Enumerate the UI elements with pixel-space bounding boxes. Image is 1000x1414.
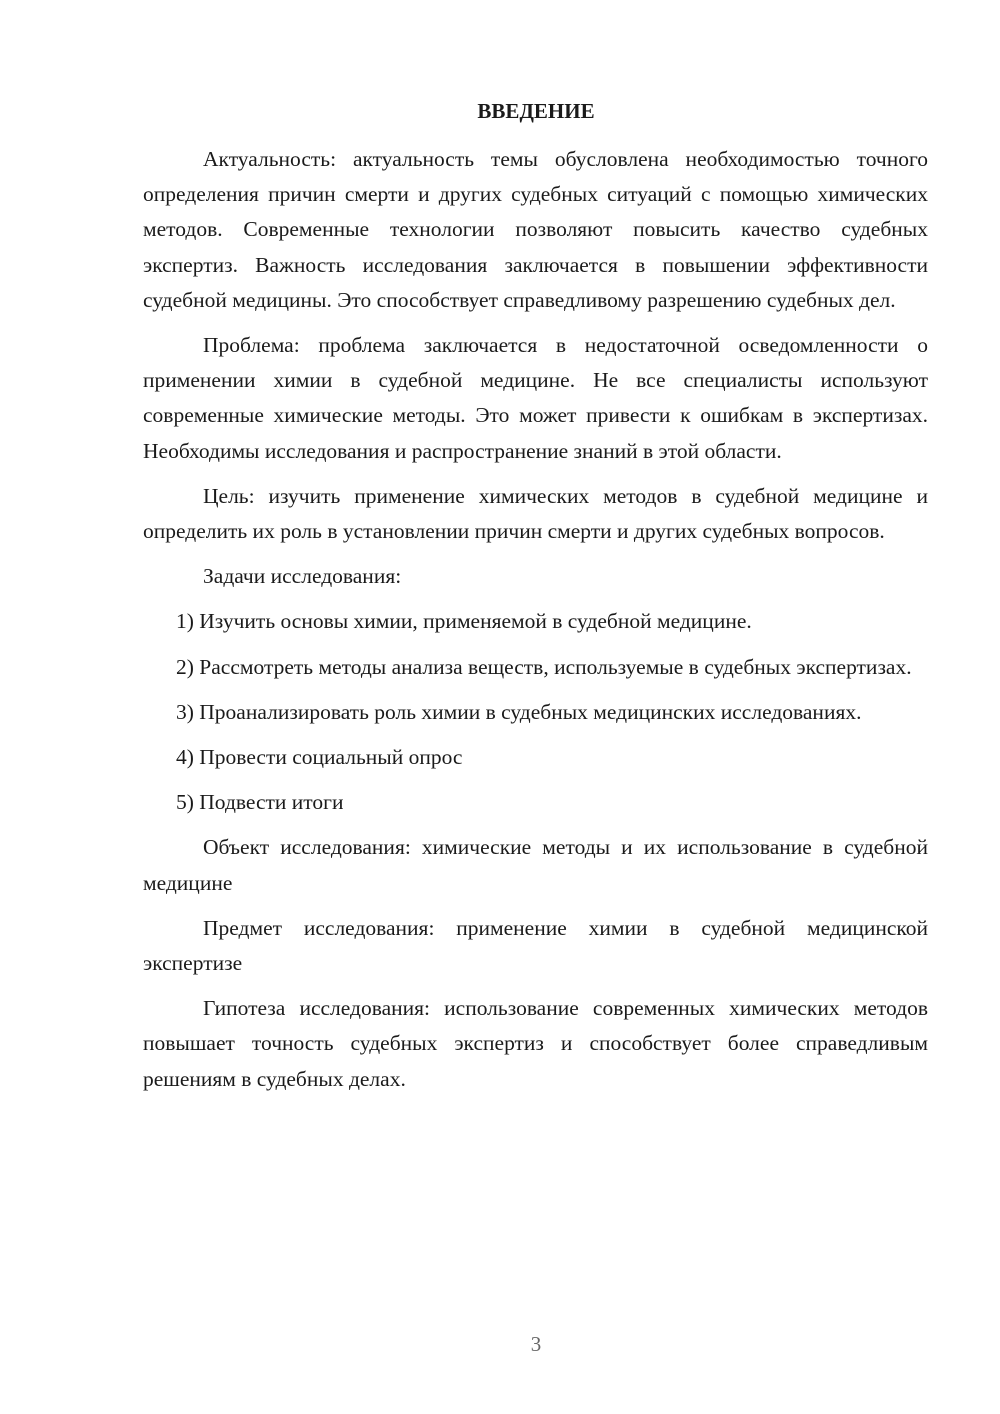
paragraph-tasks-heading: Задачи исследования: [203, 564, 402, 589]
page-title: ВВЕДЕНИЕ [477, 99, 595, 123]
task-item-4: 4) Провести социальный опрос [176, 745, 463, 770]
task-item-5: 5) Подвести итоги [176, 790, 344, 815]
page-number: 3 [530, 1332, 542, 1356]
paragraph-relevance: Актуальность: актуальность темы обусловлена необходимостью точного определения причин смерти и других судебных ситуаций с помощью химических методов. Современные технологии позволяют повысить качество судебных экспертиз. Важность исследования заключается в повышении эффективности судебной медицины. Это способствует справедливому разрешению судебных дел. [143, 147, 928, 312]
task-item-3: 3) Проанализировать роль химии в судебных медицинских исследованиях. [176, 699, 862, 724]
paragraph-hypothesis: Гипотеза исследования: использование современных химических методов повышает точность судебных экспертиз и способствует более справедливым решениям в судебных делах. [143, 996, 928, 1091]
paragraph-object: Объект исследования: химические методы и их использование в судебной медицине [143, 835, 928, 895]
task-item-2: 2) Рассмотреть методы анализа веществ, используемые в судебных экспертизах. [176, 654, 912, 679]
task-item-1: 1) Изучить основы химии, применяемой в судебной медицине. [176, 609, 752, 634]
body-text [143, 142, 928, 1107]
paragraph-subject: Предмет исследования: применение химии в судебной медицинской экспертизе [143, 915, 928, 976]
paragraph-problem: Проблема: проблема заключается в недостаточной осведомленности о применении химии в судебной медицине. Не все специалисты используют современные химические методы. Это может привести к ошибкам в экспертизах. Необходимы исследования и распространение знаний в этой области. [143, 333, 928, 463]
paragraph-goal: Цель: изучить применение химических методов в судебной медицине и определить их роль в установлении причин смерти и других судебных вопросов. [143, 483, 928, 544]
